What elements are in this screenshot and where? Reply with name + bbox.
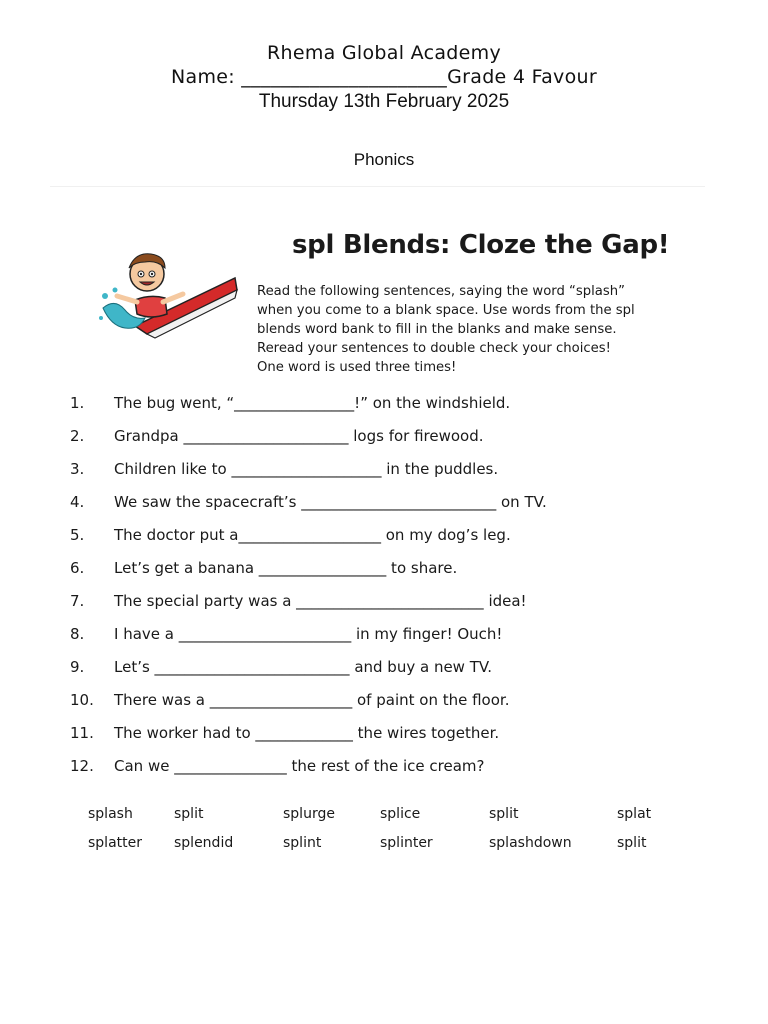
sentence-number: 5.	[70, 526, 85, 544]
sentence-row	[70, 625, 502, 651]
sentence-text: The special party was a _________________________ idea!	[114, 592, 527, 610]
sentence-text: Children like to ____________________ in the puddles.	[114, 460, 499, 478]
word-bank-item: split	[174, 806, 204, 822]
sentence-row	[70, 592, 527, 618]
sentence-number: 8.	[70, 625, 85, 643]
sentence-text: There was a ___________________ of paint on the floor.	[114, 691, 510, 709]
sentence-number: 6.	[70, 559, 85, 577]
word-bank-item: splinter	[380, 835, 433, 851]
instruction-line: Reread your sentences to double check your choices!	[257, 341, 611, 356]
word-bank-item: splice	[380, 806, 421, 822]
word-bank-item: splurge	[283, 806, 335, 822]
sentence-row	[70, 460, 498, 486]
sentence-number: 2.	[70, 427, 85, 445]
sentence-row	[70, 427, 484, 453]
sentence-row	[70, 394, 510, 420]
instruction-line: Read the following sentences, saying the word “splash”	[257, 284, 625, 299]
word-bank-item: splendid	[174, 835, 234, 851]
sentence-text: We saw the spacecraft’s __________________________ on TV.	[114, 493, 547, 511]
word-bank-item: splash	[88, 806, 133, 822]
sentence-text: Let’s get a banana _________________ to share.	[114, 559, 458, 577]
sentence-text: The bug went, “________________!” on the windshield.	[114, 394, 511, 412]
sentence-text: Grandpa ______________________ logs for firewood.	[114, 427, 484, 445]
word-bank-item: splatter	[88, 835, 142, 851]
sentence-text: I have a _______________________ in my finger! Ouch!	[114, 625, 503, 643]
boy-on-slide-illustration	[95, 248, 240, 340]
word-bank-item: splat	[617, 806, 652, 822]
sentence-number: 12.	[70, 757, 94, 775]
instruction-line: when you come to a blank space. Use words from the spl	[257, 303, 635, 318]
sentence-number: 3.	[70, 460, 85, 478]
sentence-text: Let’s __________________________ and buy a new TV.	[114, 658, 492, 676]
word-bank-item: splint	[283, 835, 322, 851]
worksheet-title: spl Blends: Cloze the Gap!	[292, 230, 670, 260]
sentence-text: The worker had to _____________ the wires together.	[114, 724, 500, 742]
instruction-line: One word is used three times!	[257, 360, 457, 375]
sentence-number: 7.	[70, 592, 85, 610]
sentence-number: 11.	[70, 724, 94, 742]
sentence-row	[70, 493, 547, 519]
sentence-row	[70, 691, 509, 717]
sentence-text: The doctor put a___________________ on my dog’s leg.	[114, 526, 511, 544]
divider	[50, 186, 705, 187]
instruction-line: blends word bank to fill in the blanks and make sense.	[257, 322, 617, 337]
sentence-row	[70, 724, 499, 750]
sentence-number: 9.	[70, 658, 85, 676]
subject-heading: Phonics	[353, 150, 415, 169]
sentence-row	[70, 526, 511, 552]
sentence-text: Can we _______________ the rest of the ice cream?	[114, 757, 485, 775]
word-bank-item: split	[617, 835, 647, 851]
sentence-number: 4.	[70, 493, 85, 511]
sentence-row	[70, 757, 485, 783]
word-bank-item: split	[489, 806, 519, 822]
date-line: Thursday 13th February 2025	[258, 91, 510, 112]
sentence-row	[70, 658, 492, 684]
instructions	[257, 282, 697, 377]
school-name: Rhema Global Academy	[266, 42, 502, 64]
name-grade-line: Name: _____________________Grade 4 Favour	[171, 66, 597, 88]
word-bank-item: splashdown	[489, 835, 572, 851]
sentence-row	[70, 559, 457, 585]
sentence-number: 1.	[70, 394, 85, 412]
sentence-number: 10.	[70, 691, 94, 709]
